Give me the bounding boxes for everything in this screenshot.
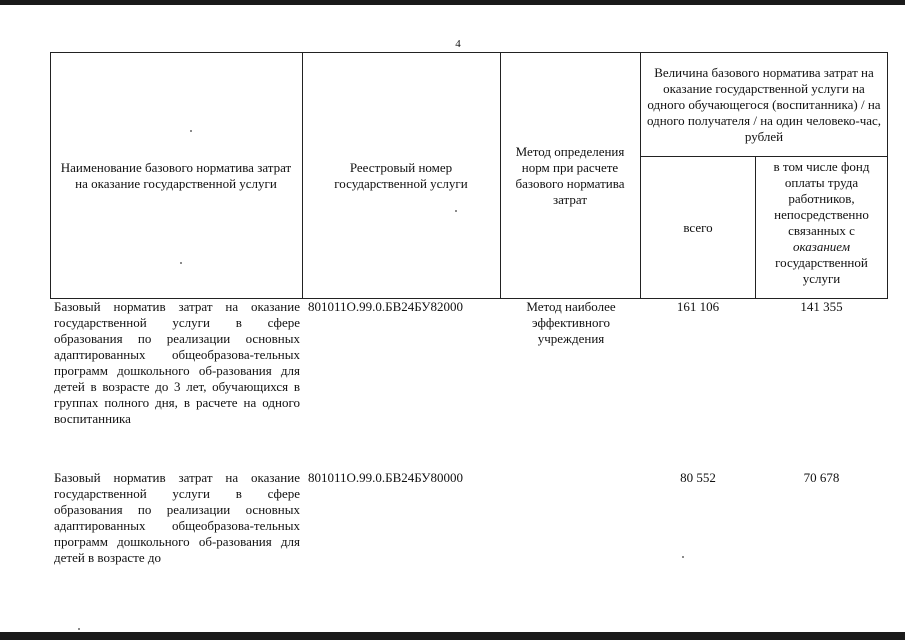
scan-bottom-edge (0, 632, 905, 640)
header-value-group-label: Величина базового норматива затрат на оказание государственной услуги на одного обучающегося (воспитанника) / на одного получателя / на один человеко-час, рублей (646, 65, 882, 144)
header-total-label: всего (683, 220, 713, 235)
header-fund-cell (758, 159, 885, 287)
header-name-cell (54, 54, 298, 298)
row2-name: Базовый норматив затрат на оказание государственной услуги в сфере образования по реализации основных адаптированных общеобразова-тельных программ дошкольного об-разования для детей в возрасте до (54, 470, 300, 565)
page-number: 4 (455, 38, 461, 50)
row2-registry: 801011О.99.0.БВ24БУ80000 (308, 470, 464, 485)
col-divider-4 (755, 156, 756, 299)
scan-speck (455, 210, 457, 212)
table-right-border (887, 52, 888, 299)
scan-speck (190, 130, 192, 132)
row1-total: 161 106 (676, 299, 720, 314)
header-value-group-cell (643, 54, 885, 156)
row2-fund: 70 678 (803, 470, 840, 485)
col-divider-2 (500, 52, 501, 299)
col-divider-1 (302, 52, 303, 299)
col-divider-3 (640, 52, 641, 299)
header-method-cell (503, 54, 637, 298)
header-fund-label: в том числе фонд оплаты труда работников, непосредственно связанных с (773, 159, 870, 238)
header-total-cell (643, 158, 753, 298)
header-method-label: Метод определения норм при расчете базового норматива затрат (515, 144, 625, 207)
table-left-border (50, 52, 51, 299)
row1-name: Базовый норматив затрат на оказание государственной услуги в сфере образования по реализации основных адаптированных общеобразова-тельных программ дошкольного об-разования для детей в возрасте до 3 лет, обучающихся в группах полного дня, в расчете на одного воспитанника (54, 299, 300, 426)
scan-speck (682, 556, 684, 558)
header-fund-italic: оказанием (792, 239, 851, 254)
row2-total: 80 552 (680, 470, 716, 485)
table-top-border (50, 52, 888, 53)
value-subheader-border (640, 156, 888, 157)
header-registry-label: Реестровый номер государственной услуги (334, 160, 468, 191)
header-registry-cell (306, 54, 496, 298)
row1-registry: 801011О.99.0.БВ24БУ82000 (308, 299, 464, 314)
row1-method: Метод наиболее эффективного учреждения (526, 299, 616, 346)
header-fund-label-end: государственной услуги (775, 255, 868, 286)
scan-speck (180, 262, 182, 264)
header-name-label: Наименование базового норматива затрат на оказание государственной услуги (60, 160, 292, 191)
row1-fund: 141 355 (800, 299, 843, 314)
scan-speck (78, 628, 80, 630)
